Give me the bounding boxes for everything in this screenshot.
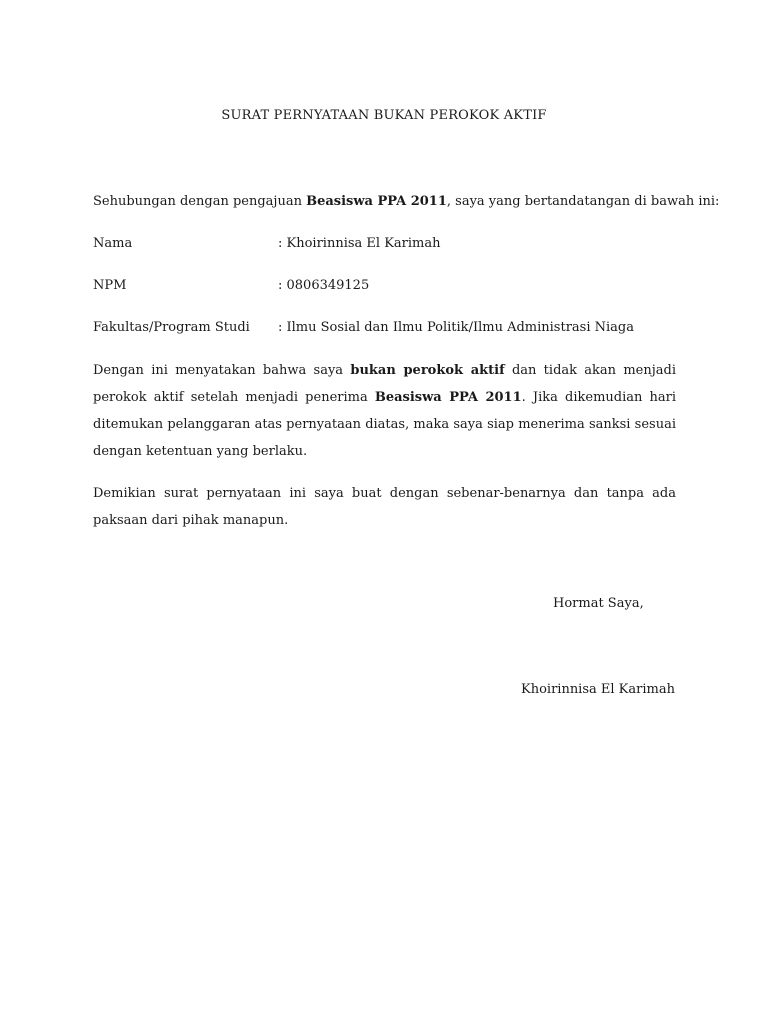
- field-value: : Khoirinnisa El Karimah: [278, 236, 441, 251]
- field-label: NPM: [93, 278, 127, 293]
- statement-part3: . Jika dikemudian hari ditemukan pelanggaran atas pernyataan diatas, maka saya siap menerima sanksi sesuai dengan ketentuan yang berlaku.: [93, 390, 676, 459]
- statement-paragraph: [93, 357, 676, 465]
- closing-paragraph: Demikian surat pernyataan ini saya buat dengan sebenar-benarnya dan tanpa ada paksaan dari pihak manapun.: [93, 486, 676, 528]
- field-label: Nama: [93, 236, 133, 251]
- field-value: : Ilmu Sosial dan Ilmu Politik/Ilmu Administrasi Niaga: [278, 320, 634, 335]
- intro-prefix: Sehubungan dengan pengajuan: [93, 194, 307, 209]
- intro-suffix: , saya yang bertandatangan di bawah ini:: [446, 194, 720, 209]
- document-title: SURAT PERNYATAAN BUKAN PEROKOK AKTIF: [221, 108, 547, 123]
- statement-bold-not-smoker: bukan perokok aktif: [350, 363, 505, 378]
- intro-line: [93, 194, 719, 209]
- statement-bold-scholarship: Beasiswa PPA 2011: [374, 390, 522, 405]
- statement-part1: Dengan ini menyatakan bahwa saya: [93, 363, 351, 378]
- statement-part2: dan tidak akan menjadi perokok aktif setelah menjadi penerima: [93, 363, 676, 405]
- field-value: : 0806349125: [278, 278, 370, 293]
- intro-scholarship-name: Beasiswa PPA 2011: [306, 194, 447, 209]
- signatory-name: Khoirinnisa El Karimah: [521, 682, 675, 697]
- salutation: Hormat Saya,: [553, 596, 644, 611]
- field-label: Fakultas/Program Studi: [93, 320, 250, 335]
